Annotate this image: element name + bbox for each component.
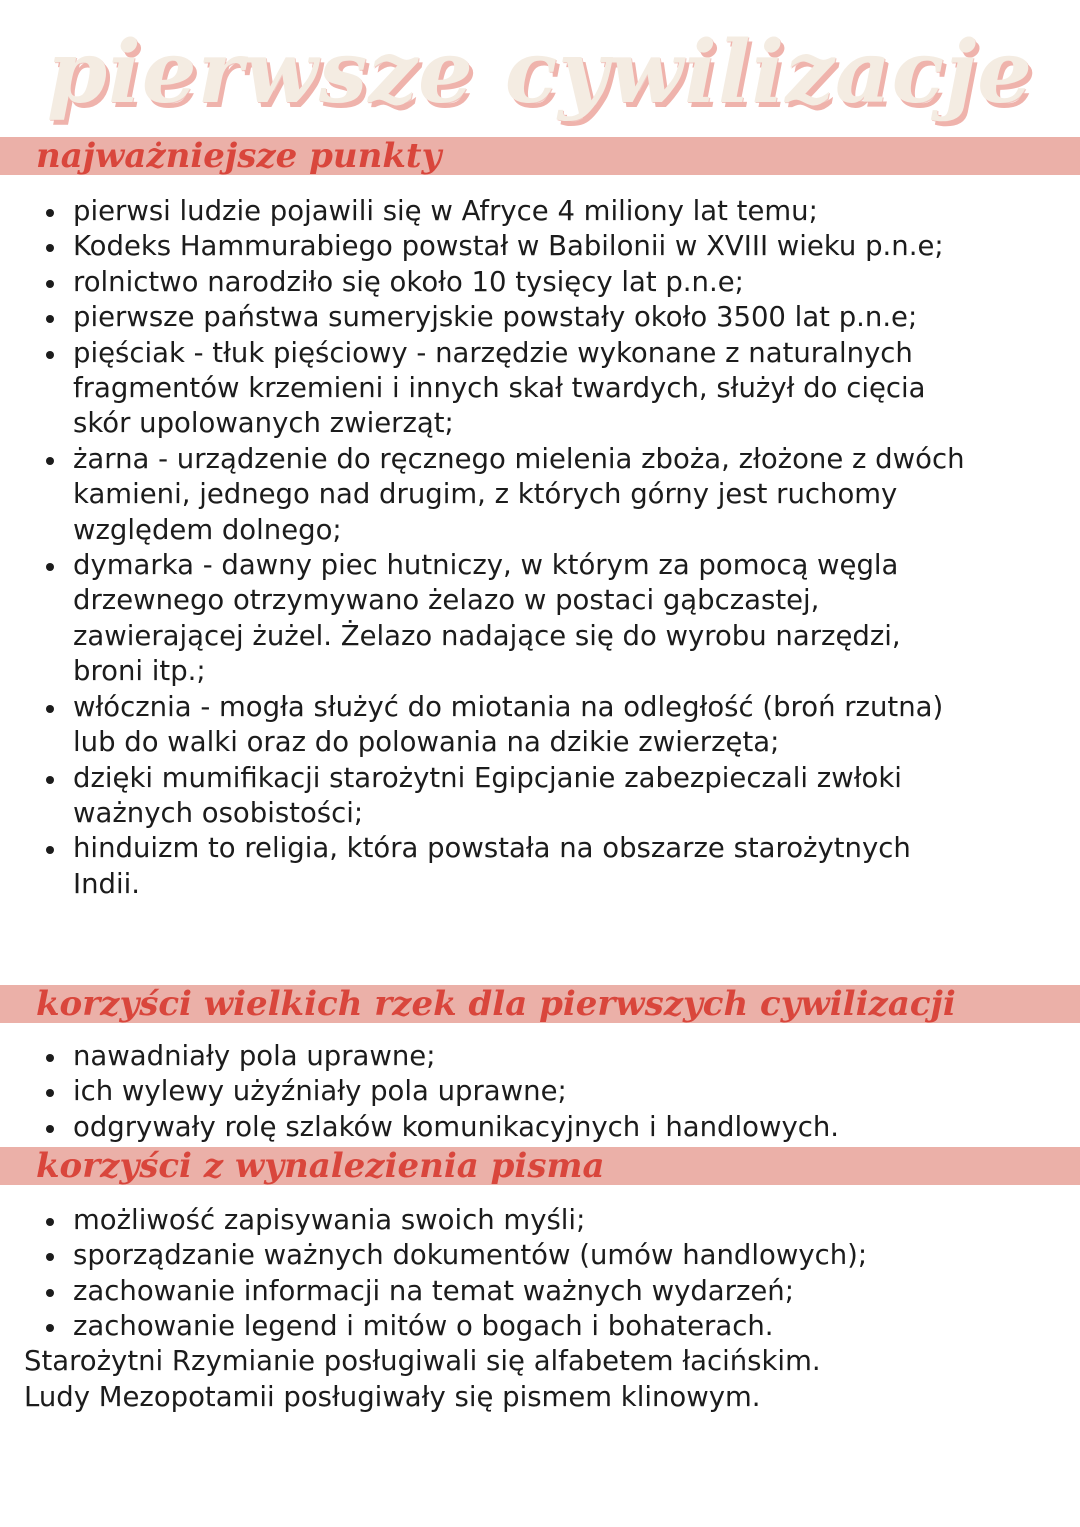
closing-line-mesopotamia: Ludy Mezopotamii posługiwały się pismem klinowym. (24, 1381, 761, 1413)
rivers-benefits-list (0, 1039, 978, 1145)
section-heading-writing: korzyści z wynalezienia pisma (36, 1146, 605, 1186)
list-item: rolnictwo narodziło się około 10 tysięcy lat p.n.e; (0, 265, 978, 300)
list-item: sporządzanie ważnych dokumentów (umów handlowych); (0, 1238, 978, 1273)
list-item: Kodeks Hammurabiego powstał w Babilonii w XVIII wieku p.n.e; (0, 229, 978, 264)
page-title: pierwsze cywilizacje (47, 22, 1033, 123)
list-item: pierwsi ludzie pojawili się w Afryce 4 miliony lat temu; (0, 194, 978, 229)
list-item: hinduizm to religia, która powstała na obszarze starożytnych Indii. (0, 831, 978, 902)
list-item: nawadniały pola uprawne; (0, 1039, 978, 1074)
list-item: ich wylewy użyźniały pola uprawne; (0, 1074, 978, 1109)
list-item: włócznia - mogła służyć do miotania na odległość (broń rzutna) lub do walki oraz do polowania na dzikie zwierzęta; (0, 690, 978, 761)
section-heading-key-points: najważniejsze punkty (36, 136, 442, 176)
list-item: żarna - urządzenie do ręcznego mielenia zboża, złożone z dwóch kamieni, jednego nad drugim, z których górny jest ruchomy względem dolnego; (0, 442, 978, 548)
list-item: dymarka - dawny piec hutniczy, w którym za pomocą węgla drzewnego otrzymywano żelazo w postaci gąbczastej, zawierającej żużel. Żelazo nadające się do wyrobu narzędzi, broni itp.; (0, 548, 978, 690)
list-item: dzięki mumifikacji starożytni Egipcjanie zabezpieczali zwłoki ważnych osobistości; (0, 761, 978, 832)
list-item: zachowanie legend i mitów o bogach i bohaterach. (0, 1309, 978, 1344)
list-item: pięściak - tłuk pięściowy - narzędzie wykonane z naturalnych fragmentów krzemieni i innych skał twardych, służył do cięcia skór upolowanych zwierząt; (0, 336, 978, 442)
list-item: możliwość zapisywania swoich myśli; (0, 1203, 978, 1238)
closing-line-romans: Starożytni Rzymianie posługiwali się alfabetem łacińskim. (24, 1345, 821, 1377)
list-item: pierwsze państwa sumeryjskie powstały około 3500 lat p.n.e; (0, 300, 978, 335)
section-heading-rivers: korzyści wielkich rzek dla pierwszych cywilizacji (36, 984, 956, 1024)
key-points-list (0, 194, 978, 902)
list-item: zachowanie informacji na temat ważnych wydarzeń; (0, 1274, 978, 1309)
writing-benefits-list (0, 1203, 978, 1345)
list-item: odgrywały rolę szlaków komunikacyjnych i handlowych. (0, 1110, 978, 1145)
